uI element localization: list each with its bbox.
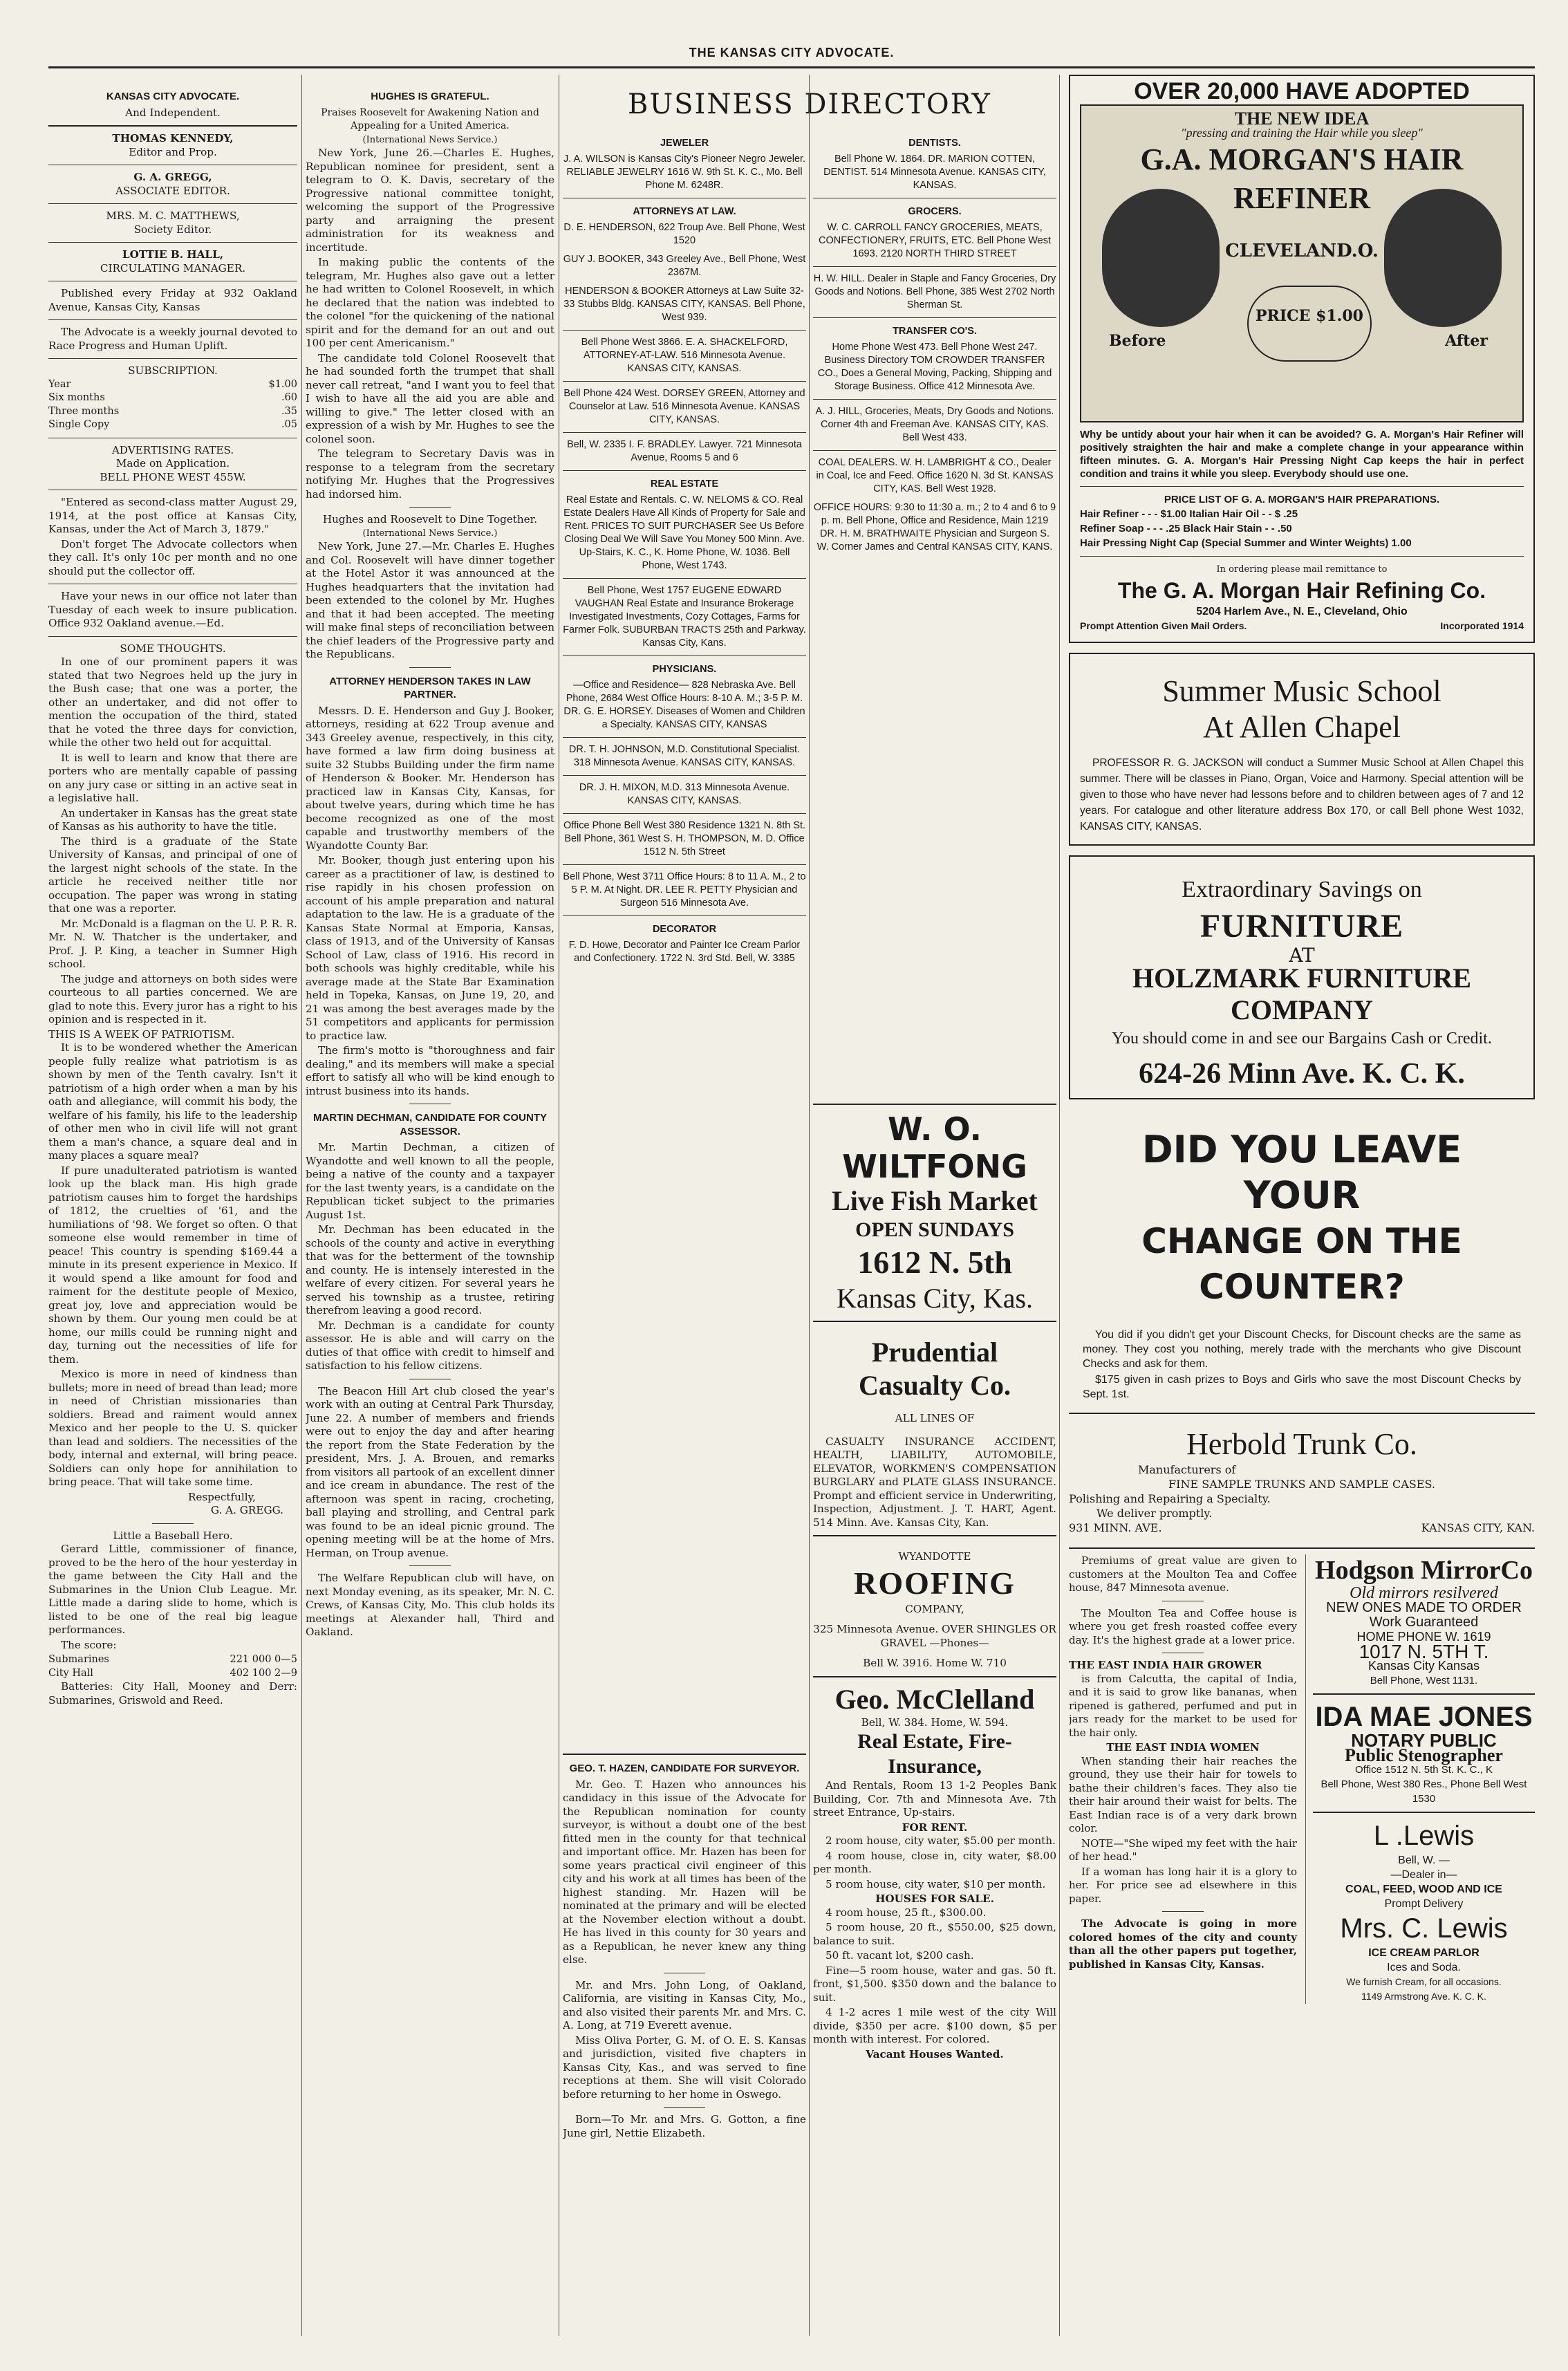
mcclelland-address: And Rentals, Room 13 1-2 Peoples Bank Building, Cor. 7th and Minnesota Ave. 7th street Entrance, Up-stairs.	[813, 1779, 1056, 1819]
wiltfong-line: OPEN SUNDAYS	[855, 1218, 1014, 1241]
column-2	[306, 75, 554, 2336]
article-paragraph: Mr. Dechman has been educated in the schools of the county and active in everything that was for the betterment of the township and county. He is intensely interested in the welfare of every citizen. For several years he served his township as a trustee, retiring therefrom leaving a good record.	[306, 1223, 554, 1317]
prudential-body: CASUALTY INSURANCE ACCIDENT, HEALTH, LIABILITY, AUTOMOBILE, ELEVATOR, WORKMEN'S COMPENSATION BURGLARY and PLATE GLASS INSURANCE. Prompt and efficient service in Underwriting, Inspection, Adjustment. J. T. HART, Agent. 514 Minn. Ave. Kansas City, Kan.	[813, 1435, 1056, 1529]
morgan-idea: THE NEW IDEA	[1234, 109, 1370, 129]
hodgson-line: Work Guaranteed	[1369, 1615, 1479, 1630]
morgan-footer-left: Prompt Attention Given Mail Orders.	[1080, 620, 1247, 631]
for-sale-heading: HOUSES FOR SALE.	[875, 1893, 994, 1905]
directory-heading: DENTISTS.	[908, 138, 961, 149]
summer-title: Summer Music School	[1162, 674, 1441, 708]
listing: 50 ft. vacant lot, $200 cash.	[825, 1949, 974, 1962]
article-paragraph: In making public the contents of the telegram, Mr. Hughes also gave out a letter he had written to Colonel Roosevelt, in which he declared that the nation was indebted to the colonel "for the quickening of the national spirit and for the demand for an out and out 100 per cent Americanism."	[306, 256, 554, 349]
article-heading: GEO. T. HAZEN, CANDIDATE FOR SURVEYOR.	[569, 1763, 800, 1774]
jones-line: Office 1512 N. 5th St. K. C., K	[1355, 1764, 1493, 1776]
furniture-line: You should come in and see our Bargains Cash or Credit.	[1112, 1030, 1492, 1048]
morgan-city: CLEVELAND.O.	[1225, 241, 1379, 261]
article-heading: THIS IS A WEEK OF PATRIOTISM.	[48, 1028, 235, 1041]
article-paragraph: Mr. McDonald is a flagman on the U. P. R. R. Mr. N. W. Thatcher is the undertaker, and Prof. J. P. King, a teacher in Sumner High school.	[48, 917, 297, 970]
directory-heading: REAL ESTATE	[650, 478, 719, 490]
roofing-phones: Bell W. 3916. Home W. 710	[863, 1657, 1007, 1669]
directory-entry: A. J. HILL, Groceries, Meats, Dry Goods and Notions. Corner 4th and Freeman Ave. KANSAS CITY, KAS. Bell West 433.	[815, 406, 1054, 443]
for-rent-heading: FOR RENT.	[902, 1821, 968, 1834]
moulton-notice: Premiums of great value are given to customers at the Moulton Tea and Coffee house, 847 Minnesota avenue.	[1069, 1554, 1297, 1594]
article-paragraph: The telegram to Secretary Davis was in response to a telegram from the secretary notifying Mr. Hughes that the Progressives had indorsed him.	[306, 447, 554, 501]
directory-entry: Real Estate and Rentals. C. W. NELOMS & CO. Real Estate Dealers Have All Kinds of Property for Sale and Rent. PRICES TO SUIT PURCHASER See Us Before Closing Deal We Will Save You Money 500 Minn. Ave. Up-Stairs, K. C., K. Home Phone, W. 1036. Bell Phone, West 1743.	[563, 494, 805, 571]
wiltfong-name: W. O. WILTFONG	[842, 1110, 1027, 1185]
column-4-ads	[813, 1098, 1056, 2336]
published-notice: Published every Friday at 932 Oakland Avenue, Kansas City, Kansas	[48, 287, 297, 313]
listing: 4 room house, 25 ft., $300.00.	[825, 1906, 987, 1919]
furniture-line: Extraordinary Savings on	[1182, 877, 1422, 902]
summer-body: PROFESSOR R. G. JACKSON will conduct a Summer Music School at Allen Chapel this summer. There will be classes in Piano, Organ, Voice and Harmony. Special attention will be given to those who have never had lessons before and to children between ages of 7 and 12 years. For catalogue and other literature address Box 170, or call Bell phone West 1032, KANSAS CITY, KANSAS.	[1080, 757, 1524, 833]
bottom-right-ads	[1305, 1554, 1535, 2004]
subscription-rates	[48, 378, 297, 432]
directory-entry: Bell Phone West 3866. E. A. SHACKELFORD, ATTORNEY-AT-LAW. 516 Minnesota Avenue. KANSAS CITY, KANSAS.	[581, 337, 788, 374]
roofing-name: ROOFING	[854, 1565, 1016, 1601]
advertising-heading: ADVERTISING RATES.	[111, 443, 234, 456]
article-paragraph: Miss Oliva Porter, G. M. of O. E. S. Kansas and jurisdiction, visited five chapters in Kansas City, Kas., and was served to fine receptions at them. She will visit Colorado before returning to her home in Oswego.	[563, 2034, 806, 2101]
article-heading: Hughes and Roosevelt to Dine Together.	[322, 513, 538, 526]
signoff: Respectfully,	[187, 1490, 256, 1503]
summer-title: At Allen Chapel	[1203, 710, 1401, 744]
directory-entry: HENDERSON & BOOKER Attorneys at Law Suite 32-33 Stubbs Bldg. KANSAS CITY, KANSAS. Bell Phone, West 939.	[563, 286, 805, 323]
staff-name: MRS. M. C. MATTHEWS,	[106, 210, 240, 222]
column-4-directory	[813, 130, 1056, 1153]
staff-name: G. A. GREGG,	[133, 171, 212, 183]
morgan-footer	[1080, 619, 1524, 633]
furniture-address: 624-26 Minn Ave. K. C. K.	[1139, 1058, 1465, 1090]
directory-entry: DR. J. H. MIXON, M.D. 313 Minnesota Avenue. KANSAS CITY, KANSAS.	[579, 782, 790, 806]
hodgson-line: Old mirrors resilvered	[1350, 1584, 1498, 1602]
vacant-line: Vacant Houses Wanted.	[866, 2047, 1004, 2061]
directory-entry: DR. T. H. JOHNSON, M.D. Constitutional Specialist. 318 Minnesota Avenue. KANSAS CITY, KANSAS.	[568, 744, 801, 768]
article-heading: HUGHES IS GRATEFUL.	[371, 91, 489, 102]
clewis-line: Ices and Soda.	[1387, 1962, 1461, 1973]
roofing-line: WYANDOTTE	[898, 1550, 971, 1563]
directory-entry: Home Phone West 473. Bell Phone West 247. Business Directory TOM CROWDER TRANSFER CO., Does a General Moving, Packing, Shipping and Storage Business. Office 412 Minnesota Ave.	[817, 342, 1052, 392]
listing: 2 room house, city water, $5.00 per month.	[825, 1834, 1056, 1847]
trunk-ad	[1069, 1420, 1535, 1542]
staff-role: Editor and Prop.	[129, 145, 217, 158]
trunk-line: We deliver promptly.	[1096, 1507, 1213, 1520]
listing: 5 room house, 20 ft., $550.00, $25 down, balance to suit.	[813, 1921, 1056, 1947]
staff-name: THOMAS KENNEDY,	[112, 132, 234, 145]
clewis-line: ICE CREAM PARLOR	[1368, 1947, 1480, 1959]
trunk-address-row	[1069, 1521, 1535, 1535]
morgan-list-heading: PRICE LIST OF G. A. MORGAN'S HAIR PREPARATIONS.	[1164, 494, 1440, 505]
lewis-line: Prompt Delivery	[1384, 1898, 1464, 1910]
trunk-name: Herbold Trunk Co.	[1186, 1427, 1417, 1461]
rate-row: Single Copy .05	[48, 419, 297, 430]
morgan-footer-right: Incorporated 1914	[1440, 620, 1524, 631]
directory-heading: PHYSICIANS.	[652, 664, 717, 675]
rate-row: Three months .35	[48, 405, 297, 417]
directory-entry: W. C. CARROLL FANCY GROCERIES, MEATS, CONFECTIONERY, FRUITS, ETC. Bell Phone West 1693. 2120 NORTH THIRD STREET	[819, 222, 1051, 259]
furniture-at: AT	[1289, 944, 1315, 967]
advertising-line: Made on Application.	[115, 457, 230, 469]
article-paragraph: Mr. and Mrs. John Long, of Oakland, California, are visiting in Kansas City, Mo., and also visited their parents Mr. and Mrs. C. A. Long, at 719 Everett avenue.	[563, 1978, 806, 2031]
morgan-body: Why be untidy about your hair when it can be avoided? G. A. Morgan's Hair Refiner will positively straighten the hair and make a complete change in your appearance within fifteen minutes. G. A. Morgan's Hair Pressing Night Cap keeps the hair in perfect condition and trains it while you sleep. Everybody should use one.	[1080, 429, 1524, 480]
wiltfong-line: Kansas City, Kas.	[836, 1283, 1034, 1314]
article-paragraph: Born—To Mr. and Mrs. G. Gotton, a fine June girl, Nettie Elizabeth.	[563, 2113, 806, 2139]
column-3-directory	[563, 130, 806, 1831]
article-paragraph: The Welfare Republican club will have, on next Monday evening, as its speaker, Mr. N. C. Crews, of Kansas City, Mo. This club holds its meetings at Alexander hall, Third and Oakland.	[306, 1572, 554, 1638]
jones-line: Bell Phone, West 380 Res., Phone Bell West 1530	[1320, 1778, 1527, 1805]
article-paragraph: Mr. Martin Dechman, a citizen of Wyandotte and well known to all the people, being a native of the county and a taxpayer for the last twenty years, is a candidate on the Republican ticket subject to the primaries August 1st.	[306, 1141, 554, 1221]
discount-ad	[1069, 1109, 1535, 1402]
article-paragraph: The judge and attorneys on both sides were courteous to all parties concerned. We are glad to note this. Every juror has a right to his opinion and is respected in it.	[48, 972, 297, 1025]
price-row: Hair Pressing Night Cap (Special Summer and Winter Weights) 1.00	[1080, 537, 1412, 549]
lewis-line: Bell, W. —	[1398, 1854, 1450, 1866]
morgan-arc: "pressing and training the Hair while you sleep"	[1181, 126, 1423, 140]
directory-entry: OFFICE HOURS: 9:30 to 11:30 a. m.; 2 to 4 and 6 to 9 p. m. Bell Phone, Office and Residence, Main 1219 DR. H. M. BRATHWAITE Physician and Surgeon S. W. Corner James and Central KANSAS CITY, KANS.	[813, 502, 1056, 552]
bottom-ads	[1069, 1554, 1535, 2004]
morgan-headline: OVER 20,000 HAVE ADOPTED	[1134, 78, 1470, 104]
hodgson-line: 1017 N. 5TH T.	[1359, 1641, 1489, 1662]
clewis-line: 1149 Armstrong Ave. K. C. K.	[1361, 1991, 1486, 2002]
after-label: After	[1445, 332, 1488, 350]
furniture-ad	[1069, 855, 1535, 1099]
directory-heading: ATTORNEYS AT LAW.	[633, 206, 736, 217]
holzmark-name: HOLZMARK FURNITURE COMPANY	[1132, 963, 1472, 1025]
directory-heading: DECORATOR	[652, 924, 717, 935]
grower-body: is from Calcutta, the capital of India, and it is said to grow like bananas, when ripened is gathered, perfumed and put in jars ready for the market to be used for the hair only.	[1069, 1672, 1297, 1739]
morgan-brand: G.A. MORGAN'S HAIR REFINER	[1140, 142, 1464, 215]
article-paragraph: The firm's motto is "thoroughness and fair dealing," and its members will make a special effort to satisfy all who will be kind enough to intrust business into its hands.	[306, 1044, 554, 1097]
note-line: NOTE—"She wiped my feet with the hair of her head."	[1069, 1837, 1297, 1863]
article-paragraph: New York, June 26.—Charles E. Hughes, Republican nominee for president, sent a telegram to O. K. Davis, secretary of the Progressive national committee tonight, welcoming the support of the Progressive party and arraigning the present administration for its weakness and incertitude.	[306, 147, 554, 254]
price-row: Hair Refiner - - - $1.00 Italian Hair Oil - - $ .25	[1080, 508, 1298, 520]
article-paragraph: It is to be wondered whether the American people fully realize what patriotism is as shown by men of the Tenth cavalry. Isn't it patriotism of a high order when a man by his oath and allegiance, will commit his body, the welfare of his family, his life to the leadership of other men who in civil life will not grant them a man's chance, a square deal and in many places a square meal?	[48, 1041, 297, 1162]
prudential-name: Casualty Co.	[858, 1370, 1011, 1401]
directory-entry: Bell Phone, West 1757 EUGENE EDWARD VAUGHAN Real Estate and Insurance Brokerage Investigated Investments, Cozy Cottages, Farms for Farmer Folk. SUBURBAN TRACTS 25th and Parkway. Kansas City, Kans.	[563, 585, 806, 649]
article-paragraph: The Beacon Hill Art club closed the year's work with an outing at Central Park Thursday, June 22. A number of members and friends were out to enjoy the day and after hearing the report from the State Federation by the president, Mrs. J. A. Brouen, and remarks from visitors all partook of an excellent dinner and ice cream in abundance. The rest of the afternoon was spent in racing, crocheting, ball playing and strolling, and Central park was found to be an ideal picnic ground. The opening meeting will be at the home of Mrs. Herman, on Troup avenue.	[306, 1384, 554, 1559]
staff-role: Society Editor.	[133, 223, 212, 236]
bottom-left-notices	[1069, 1554, 1297, 2004]
roofing-line: COMPANY,	[905, 1602, 964, 1615]
article-paragraph: An undertaker in Kansas has the great state of Kansas as his authority to have the title.	[48, 806, 297, 833]
advertising-phone: BELL PHONE WEST 455W.	[100, 470, 246, 483]
article-paragraph: Mr. Dechman is a candidate for county assessor. He is able and will carry on the duties of that office with credit to himself and satisfaction to his fellow citizens.	[306, 1319, 554, 1372]
directory-entry: J. A. WILSON is Kansas City's Pioneer Negro Jeweler. RELIABLE JEWELRY 1616 W. 9th St. K. C., Mo. Bell Phone M. 6248R.	[563, 154, 806, 191]
lewis-name: L .Lewis	[1373, 1821, 1475, 1851]
morgan-price-badge: PRICE $1.00	[1247, 286, 1372, 362]
lewis-line: COAL, FEED, WOOD AND ICE	[1345, 1884, 1502, 1895]
mcclelland-name: Geo. McClelland	[834, 1683, 1035, 1715]
hodgson-name: Hodgson MirrorCo	[1315, 1556, 1533, 1585]
directory-entry: Bell, W. 2335 I. F. BRADLEY. Lawyer. 721 Minnesota Avenue, Rooms 5 and 6	[567, 439, 802, 463]
jones-line: Public Stenographer	[1345, 1745, 1503, 1765]
score-row: City Hall 402 100 2—9	[48, 1667, 297, 1679]
directory-heading: TRANSFER CO'S.	[893, 326, 977, 337]
score-row: Submarines 221 000 0—5	[48, 1654, 297, 1665]
listing: 4 1-2 acres 1 mile west of the city Will divide, $350 per acre. $100 down, $5 per month with interest. For colored.	[813, 2006, 1056, 2045]
staff-role: CIRCULATING MANAGER.	[100, 261, 246, 275]
listing: 5 room house, city water, $10 per month.	[825, 1877, 1046, 1890]
article-paragraph: The third is a graduate of the State University of Kansas, and principal of one of the largest night schools of the state. In the article he received neither title nor occupation. The paper was wrong in stating that one was a reporter.	[48, 835, 297, 915]
paper-subtitle: And Independent.	[125, 106, 221, 119]
entered-notice: "Entered as second-class matter August 29, 1914, at the post office at Kansas City, Kansas, under the Act of March 3, 1879."	[48, 496, 297, 535]
directory-entry: Bell Phone, West 3711 Office Hours: 8 to 11 A. M., 2 to 5 P. M. At Night. DR. LEE R. PETTY Physician and Surgeon 516 Minnesota Ave.	[563, 871, 806, 909]
collectors-notice: Don't forget The Advocate collectors when they call. It's only 10c per month and no one should put the collector off.	[48, 537, 297, 577]
women-body: When standing their hair reaches the ground, they use their hair for towels to bathe their children's faces. They also tie their hair around their waist for belts. The East Indian race is of a very dark brown color.	[1069, 1754, 1297, 1834]
directory-heading: JEWELER	[660, 138, 709, 149]
women-heading: THE EAST INDIA WOMEN	[1106, 1741, 1260, 1754]
directory-entry: Bell Phone 424 West. DORSEY GREEN, Attorney and Counselor at Law. 516 Minnesota Avenue. KANSAS CITY, KANSAS.	[563, 388, 805, 425]
wiltfong-line: Live Fish Market	[832, 1185, 1038, 1216]
about-notice: The Advocate is a weekly journal devoted to Race Progress and Human Uplift.	[48, 326, 297, 352]
jones-name: IDA MAE JONES	[1315, 1702, 1533, 1732]
article-dateline: (International News Service.)	[362, 528, 498, 539]
clewis-name: Mrs. C. Lewis	[1340, 1913, 1508, 1944]
rate-row: Year $1.00	[48, 378, 297, 390]
discount-headline: DID YOU LEAVE YOUR	[1141, 1128, 1462, 1217]
article-paragraph: New York, June 27.—Mr. Charles E. Hughes and Col. Roosevelt will have dinner together at the Hotel Astor it was announced at the Hughes headquarters that the invitation had been extended to the colonel by Mr. Hughes and that it had been accepted. The meeting will make final steps of reconciliation between the chief leaders of the Progressive party and the Republicans.	[306, 540, 554, 660]
mcclelland-line: Real Estate, Fire-Insurance,	[857, 1730, 1012, 1778]
directory-entry: GUY J. BOOKER, 343 Greeley Ave., Bell Phone, West 2367M.	[563, 254, 806, 278]
score-table	[48, 1653, 297, 1680]
directory-entry: —Office and Residence— 828 Nebraska Ave. Bell Phone, 2684 West Office Hours: 8-10 A. M.; 3-5 P. M. DR. G. E. HORSEY. Diseases of Women and Children a Specialty. KANSAS CITY, KANSAS	[563, 680, 805, 730]
before-label: Before	[1109, 332, 1166, 350]
morgan-order: In ordering please mail remittance to	[1216, 564, 1388, 575]
directory-heading: GROCERS.	[908, 206, 962, 217]
staff-name: LOTTIE B. HALL,	[122, 248, 224, 261]
article-dateline: (International News Service.)	[362, 134, 498, 145]
discount-prize: $175 given in cash prizes to Boys and Girls who save the most Discount Checks by Sept. 1st.	[1083, 1374, 1521, 1400]
moulton-notice: The Moulton Tea and Coffee house is where you get fresh roasted coffee every day. It's the highest grade at a lower price.	[1069, 1606, 1297, 1646]
column-5-ads	[1069, 75, 1535, 2336]
directory-title: BUSINESS DIRECTORY	[628, 89, 991, 120]
furniture-word: FURNITURE	[1200, 908, 1404, 945]
article-paragraph: Messrs. D. E. Henderson and Guy J. Booker, attorneys, residing at 622 Troup avenue and 343 Greeley avenue, respectively, in this city, have formed a law firm doing business at suite 32 Stubbs Building under the firm name of Henderson & Booker. Mr. Henderson has practiced law in Kansas City, Kansas, for about twelve years, during which time he has become recognized as one of the most capable and trustworthy members of the Wyandotte County Bar.	[306, 704, 554, 852]
listing: 4 room house, close in, city water, $8.00 per month.	[813, 1849, 1056, 1875]
directory-entry: D. E. HENDERSON, 622 Troup Ave. Bell Phone, West 1520	[563, 222, 805, 246]
article-subheading: Praises Roosevelt for Awakening Nation and Appealing for a United America.	[321, 106, 539, 131]
price-row: Refiner Soap - - - .25 Black Hair Stain - - .50	[1080, 523, 1292, 534]
article-paragraph: It is well to learn and know that there are porters who are mentally capable of passing on any jury case or sitting in an active seat in a legislative hall.	[48, 751, 297, 804]
trunk-line: Polishing and Repairing a Specialty.	[1069, 1492, 1271, 1505]
rate-row: Six months .60	[48, 392, 297, 403]
note-line: If a woman has long hair it is a glory to her. For price see ad elsewhere in this paper.	[1069, 1865, 1297, 1905]
signoff-name: G. A. GREGG.	[210, 1504, 283, 1516]
staff-role: ASSOCIATE EDITOR.	[115, 184, 230, 197]
article-paragraph: Mr. Geo. T. Hazen who announces his candidacy in this issue of the Advocate for the Republican nomination for county surveyor, is without a doubt one of the best fitted men in the county for that technical and important office. Mr. Hazen has been for some years practical civil engineer of this city and his work at all times has been of the highest standing. Mr. Hazen will be nominated at the primary and will be elected at the November election without a doubt. He has lived in this county for 30 years and as a Republican, he never knew any thing else.	[563, 1778, 806, 1966]
trunk-city: KANSAS CITY, KAN.	[1421, 1521, 1535, 1534]
roofing-body: 325 Minnesota Avenue. OVER SHINGLES OR GRAVEL —Phones—	[813, 1623, 1056, 1649]
article-paragraph: The candidate told Colonel Roosevelt that he had sounded forth the trumpet that shall never call retreat, "and I want you to feel that I wish to have all the aid you are able and willing to give." The letter closed with an expression of a wish by Mr. Hughes to see the colonel soon.	[306, 351, 554, 445]
discount-body: You did if you didn't get your Discount Checks, for Discount checks are the same as money. They cost you nothing, merely trade with the merchants who give Discount Checks and ask for them.	[1083, 1329, 1521, 1370]
batteries-line: Batteries: City Hall, Mooney and Derr: Submarines, Griswold and Reed.	[48, 1680, 297, 1707]
trunk-line: FINE SAMPLE TRUNKS AND SAMPLE CASES.	[1168, 1478, 1435, 1491]
article-paragraph: Mexico is more in need of kindness than bullets; more in need of bread than lead; more in need of Christian missionaries than soldiers. Bread and raiment would annex Mexico and her people to the U. S. quicker than lead and soldiers. The necessities of the body, internal and external, will bring peace. Soldiers can only hope for annihilation to bring peace. That will take some time.	[48, 1368, 297, 1488]
directory-entry: H. W. HILL. Dealer in Staple and Fancy Groceries, Dry Goods and Notions. Bell Phone, 385 West 2702 North Sherman St.	[813, 273, 1056, 310]
listing: Fine—5 room house, water and gas. 50 ft. front, $1,500. $350 down and the balance to suit.	[813, 1964, 1056, 2004]
article-paragraph: In one of our prominent papers it was stated that two Negroes held up the jury in the Bush case; that one was a porter, the other an undertaker, and did not offer to mention the occupation of the third, stated that he voted the three days for conviction, while the other two held out for acquittal.	[48, 655, 297, 749]
hodgson-line: NEW ONES MADE TO ORDER	[1326, 1600, 1522, 1615]
advocate-note: The Advocate is going in more colored homes of the city and county than all the other papers put together, published in Kansas City, Kansas.	[1069, 1917, 1297, 1971]
article-paragraph: Gerard Little, commissioner of finance, proved to be the hero of the hour yesterday in the game between the City Hall and the Submarines in the Union Club League. Mr. Little made a daring slide to home, which is listed to be one of the real big league performances.	[48, 1543, 297, 1636]
page-masthead: THE KANSAS CITY ADVOCATE.	[689, 46, 895, 59]
article-heading: MARTIN DECHMAN, CANDIDATE FOR COUNTY ASSESSOR.	[312, 1112, 548, 1137]
hodgson-line: Bell Phone, West 1131.	[1370, 1675, 1478, 1686]
article-heading: Little a Baseball Hero.	[113, 1529, 233, 1542]
article-paragraph: Mr. Booker, though just entering upon his career as a practitioner of law, is destined to rise rapidly in his chosen profession on account of his ample preparation and natural adaptation to the law. He is a graduate of the Kansas State Normal at Emporia, Kansas, class of 1913, and of the University of Kansas School of Law, class of 1916. His record in both schools was highly creditable, while his average made at the State Bar Examination held in Topeka, Kansas, on June 19, 20, and 21 was among the best averages made by the 51 competitors and applicants for permission to practice law.	[306, 854, 554, 1042]
hodgson-line: Kansas City Kansas	[1368, 1659, 1480, 1673]
hodgson-line: HOME PHONE W. 1619	[1356, 1630, 1491, 1644]
prudential-name: Prudential	[871, 1337, 998, 1368]
top-rule	[48, 66, 1535, 68]
jones-line: NOTARY PUBLIC	[1351, 1730, 1497, 1751]
paper-name: KANSAS CITY ADVOCATE.	[106, 91, 240, 102]
column-3-lower	[563, 1748, 806, 2336]
discount-headline: CHANGE ON THE COUNTER?	[1141, 1221, 1462, 1307]
article-heading: SOME THOUGHTS.	[120, 642, 226, 655]
directory-entry: F. D. Howe, Decorator and Painter Ice Cream Parlor and Confectionery. 1722 N. 3rd Std. Bell, W. 3385	[568, 940, 801, 964]
subscription-heading: SUBSCRIPTION.	[128, 364, 218, 377]
lewis-line: —Dealer in—	[1390, 1869, 1457, 1881]
article-heading: ATTORNEY HENDERSON TAKES IN LAW PARTNER.	[329, 675, 531, 700]
article-paragraph: If pure unadulterated patriotism is wanted look up the black man. His high grade patriotism causes him to forget the hardships of 1812, the cruelties of '61, and the humiliations of '98. We forget so often. O that someone else would remember in time of peace! This country is spending $169.44 a minute in its present experience in Mexico. If it would spend a like amount for food and raiment for the destitute people of Mexico, great joy, love and appreciation would be shown by them. Our young men could be at home, our mills could be running night and day, turning out the necessities of life for them.	[48, 1164, 297, 1366]
newspaper-page	[48, 75, 1535, 2343]
directory-entry: Office Phone Bell West 380 Residence 1321 N. 8th St. Bell Phone, 361 West S. H. THOMPSON, M. D. Office 1512 N. 5th Street	[563, 820, 806, 857]
prudential-lines: ALL LINES OF	[895, 1412, 975, 1424]
news-notice: Have your news in our office not later than Tuesday of each week to insure publication. Office 932 Oakland avenue.—Ed.	[48, 590, 297, 629]
trunk-address: 931 MINN. AVE.	[1069, 1521, 1162, 1534]
clewis-line: We furnish Cream, for all occasions.	[1346, 1976, 1502, 1987]
trunk-line: Manufacturers of	[1138, 1463, 1236, 1476]
column-1	[48, 75, 297, 2336]
wiltfong-line: 1612 N. 5th	[857, 1245, 1012, 1280]
morgan-address: 5204 Harlem Ave., N. E., Cleveland, Ohio	[1196, 606, 1408, 617]
mcclelland-phones: Bell, W. 384. Home, W. 594.	[861, 1716, 1009, 1729]
directory-entry: COAL DEALERS. W. H. LAMBRIGHT & CO., Dealer in Coal, Ice and Feed. Office 1620 N. 3d St. KANSAS CITY, KAS. Bell West 1928.	[816, 457, 1054, 494]
morgan-illustration	[1080, 104, 1524, 422]
morgan-company: The G. A. Morgan Hair Refining Co.	[1117, 578, 1486, 603]
summer-school-ad	[1069, 653, 1535, 846]
score-heading: The score:	[61, 1638, 117, 1651]
morgan-ad	[1069, 75, 1535, 643]
directory-entry: Bell Phone W. 1864. DR. MARION COTTEN, DENTIST. 514 Minnesota Avenue. KANSAS CITY, KANSAS.	[823, 154, 1046, 191]
grower-heading: THE EAST INDIA HAIR GROWER	[1069, 1659, 1262, 1671]
